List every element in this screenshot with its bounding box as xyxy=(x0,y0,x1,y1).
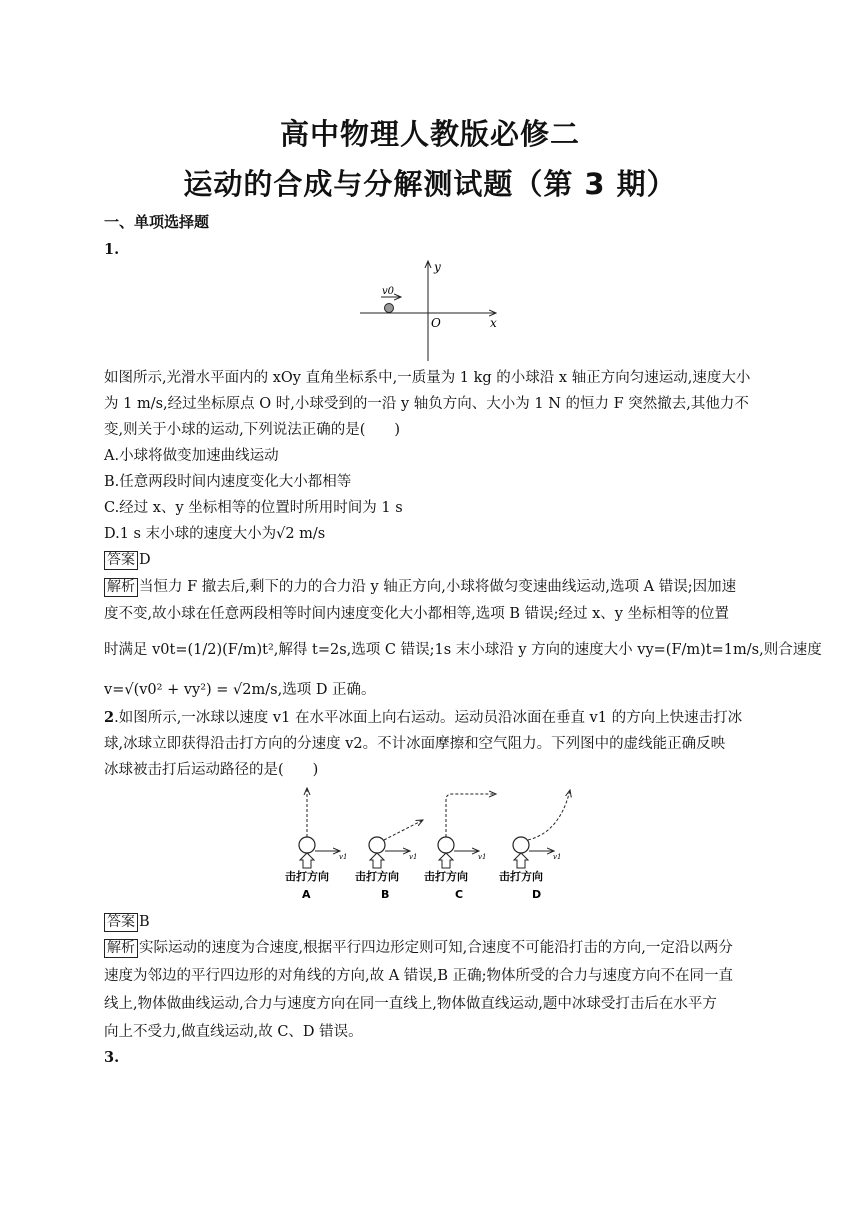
q2-analysis-line: 速度为邻边的平行四边形的对角线的方向,故 A 错误,B 正确;物体所受的合力与速度方向不在同一直 xyxy=(104,968,734,984)
q2-analysis-text: 实际运动的速度为合速度,根据平行四边形定则可知,合速度不可能沿打击的方向,一定沿以两分 xyxy=(139,940,733,956)
q1-analysis-row xyxy=(104,577,764,597)
q1-coordinate-figure xyxy=(355,255,505,365)
hit-direction-label: 击打方向 xyxy=(285,870,329,883)
answer-tag: 答案 xyxy=(104,551,138,570)
hit-direction-label: 击打方向 xyxy=(499,870,543,883)
svg-text:v1: v1 xyxy=(478,853,487,861)
x-label: x xyxy=(490,316,497,330)
q1-answer-row xyxy=(104,550,764,570)
q1-analysis-line: v=√(v0² + vy²) = √2m/s,选项 D 正确。 xyxy=(104,682,376,698)
svg-text:v1: v1 xyxy=(339,853,348,861)
hit-direction-label: 击打方向 xyxy=(355,870,399,883)
option-c-diagram xyxy=(424,794,496,901)
q1-analysis-line: 时满足 v0t=(1/2)(F/m)t²,解得 t=2s,选项 C 错误;1s 末小球沿 y 方向的速度大小 vy=(F/m)t=1m/s,则合速度 xyxy=(104,642,822,658)
svg-text:v1: v1 xyxy=(409,853,418,861)
q1-option-a: A.小球将做变加速曲线运动 xyxy=(104,448,279,464)
svg-text:v1: v1 xyxy=(553,853,562,861)
q1-analysis-line: 度不变,故小球在任意两段相等时间内速度变化大小都相等,选项 B 错误;经过 x、y 坐标相等的位置 xyxy=(104,606,730,622)
svg-text:C: C xyxy=(455,888,464,901)
q2-answer-value: B xyxy=(139,914,150,930)
origin-label: O xyxy=(431,316,441,330)
page-subtitle: 运动的合成与分解测试题（第 3 期） xyxy=(183,167,677,201)
q2-stem-line: 球,冰球立即获得沿击打方向的分速度 v2。不计冰面摩擦和空气阻力。下列图中的虚线能正确反映 xyxy=(104,736,726,752)
q1-stem-line: 变,则关于小球的运动,下列说法正确的是( ) xyxy=(104,422,401,438)
q1-stem-line: 如图所示,光滑水平面内的 xOy 直角坐标系中,一质量为 1 kg 的小球沿 x 轴正方向匀速运动,速度大小 xyxy=(104,370,751,386)
section-heading: 一、单项选择题 xyxy=(104,213,210,231)
question-3-number: 3. xyxy=(104,1049,120,1066)
svg-text:A: A xyxy=(302,888,311,901)
q2-analysis-line: 线上,物体做曲线运动,合力与速度方向在同一直线上,物体做直线运动,题中冰球受打击后在水平方 xyxy=(104,996,717,1012)
q2-options-figure xyxy=(280,782,580,902)
svg-text:B: B xyxy=(381,888,390,901)
option-a-diagram xyxy=(285,788,347,901)
q2-analysis-row xyxy=(104,938,764,958)
ball xyxy=(385,304,394,313)
q2-answer-row xyxy=(104,912,764,932)
q1-analysis-text: 当恒力 F 撤去后,剩下的力的合力沿 y 轴正方向,小球将做匀变速曲线运动,选项 A 错误;因加速 xyxy=(139,579,737,595)
option-b-diagram xyxy=(355,820,423,901)
q2-stem-text: .如图所示,一冰球以速度 v1 在水平冰面上向右运动。运动员沿冰面在垂直 v1 的方向上快速击打冰 xyxy=(114,710,743,726)
hit-direction-label: 击打方向 xyxy=(424,870,468,883)
page-title: 高中物理人教版必修二 xyxy=(279,117,580,151)
q1-option-d: D.1 s 末小球的速度大小为√2 m/s xyxy=(104,526,326,542)
analysis-tag: 解析 xyxy=(104,939,138,958)
q1-stem-line: 为 1 m/s,经过坐标原点 O 时,小球受到的一沿 y 轴负方向、大小为 1 N 的恒力 F 突然撤去,其他力不 xyxy=(104,396,749,412)
q1-answer-value: D xyxy=(139,552,151,568)
q2-analysis-line: 向上不受力,做直线运动,故 C、D 错误。 xyxy=(104,1024,363,1040)
q2-stem-first-line xyxy=(104,708,764,728)
q2-stem-line: 冰球被击打后运动路径的是( ) xyxy=(104,762,319,778)
v0-label: v0 xyxy=(382,286,395,297)
q1-option-b: B.任意两段时间内速度变化大小都相等 xyxy=(104,474,352,490)
question-2-number: 2 xyxy=(104,709,115,726)
svg-text:D: D xyxy=(532,888,542,901)
q1-option-c: C.经过 x、y 坐标相等的位置时所用时间为 1 s xyxy=(104,500,403,516)
question-1-number: 1. xyxy=(104,241,120,258)
answer-tag: 答案 xyxy=(104,913,138,932)
y-label: y xyxy=(434,260,441,274)
option-d-diagram xyxy=(499,790,570,901)
analysis-tag: 解析 xyxy=(104,578,138,597)
